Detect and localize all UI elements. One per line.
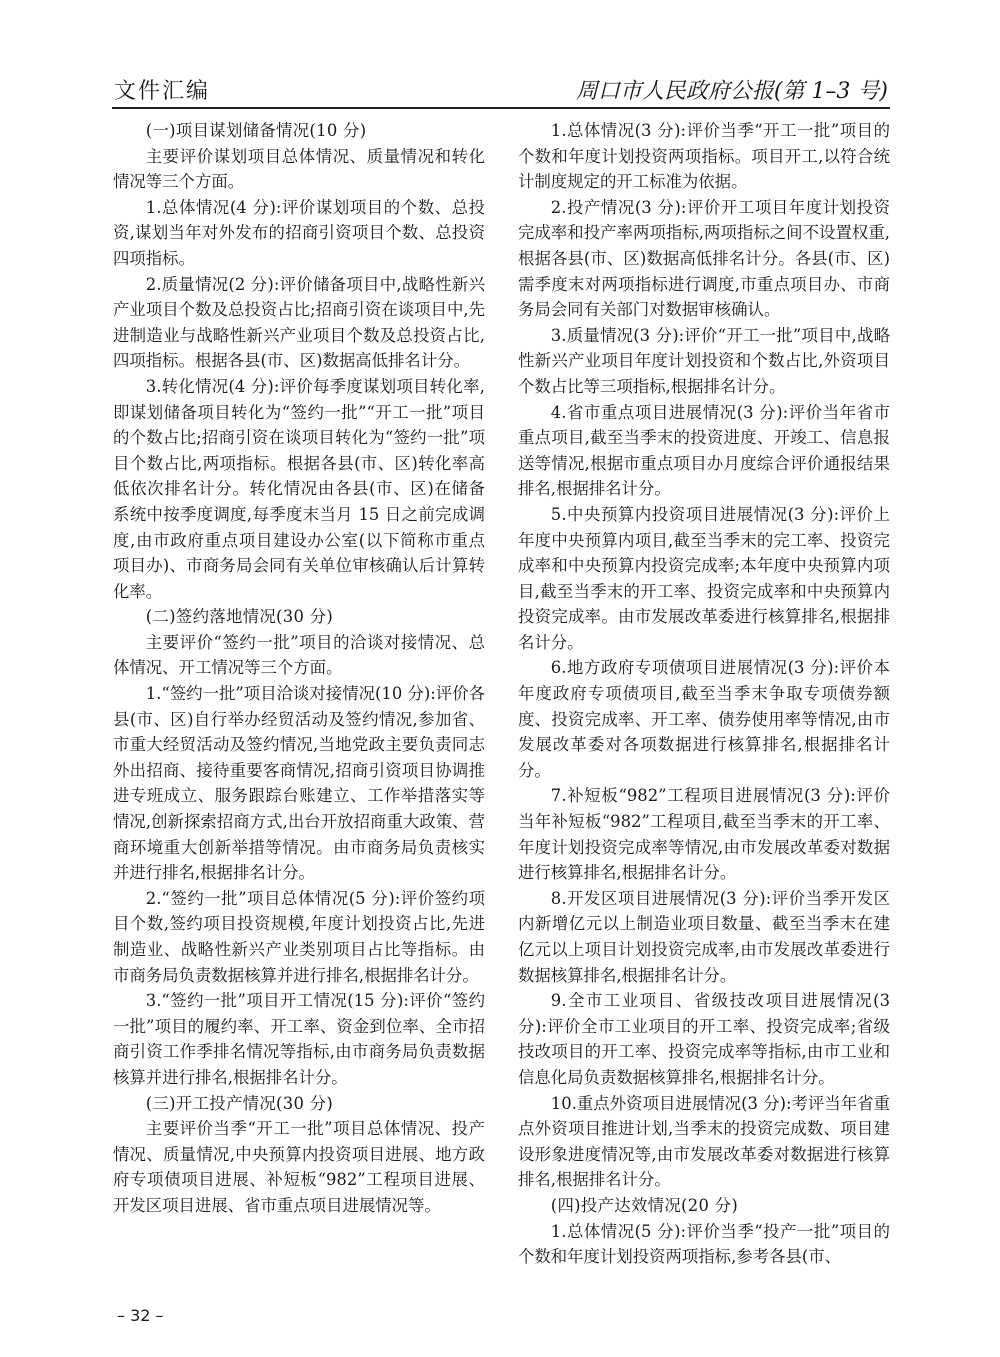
section-heading: (二)签约落地情况(30 分) xyxy=(145,607,334,627)
paragraph: 3.转化情况(4 分):评价每季度谋划项目转化率,即谋划储备项目转化为“签约一批”“开工一批”项目的个数占比;招商引资在谈项目转化为“签约一批”项目个数占比,两项指标。根据各县(市、区)转化率高低依次排名计分。转化情况由各县(市、区)在储备系统中按季度调度,每季度末当月 15 日之前完成调度,由市政府重点项目建设办公室(以下简称市重点项目办)、市商务局会同有关单位审核确认后计算转化率。 xyxy=(113,376,485,601)
left-text-column xyxy=(113,118,485,1219)
paragraph: 主要评价谋划项目总体情况、质量情况和转化情况等三个方面。 xyxy=(113,146,485,192)
paragraph: 主要评价“签约一批”项目的洽谈对接情况、总体情况、开工情况等三个方面。 xyxy=(113,632,485,678)
paragraph: 1.“签约一批”项目洽谈对接情况(10 分):评价各县(市、区)自行举办经贸活动及签约情况,参加省、市重大经贸活动及签约情况,当地党政主要负责同志外出招商、接待重要客商情况,招商引资项目协调推进专班成立、服务跟踪台账建立、工作举措落实等情况,创新探索招商方式,出台开放招商重大政策、营商环境重大创新举措等情况。由市商务局负责核实并进行排名,根据排名计分。 xyxy=(113,684,485,883)
page-number: – 32 – xyxy=(117,1306,164,1325)
section-heading: (三)开工投产情况(30 分) xyxy=(145,1093,334,1113)
paragraph: 1.总体情况(3 分):评价当季“开工一批”项目的个数和年度计划投资两项指标。项目开工,以符合统计制度规定的开工标准为依据。 xyxy=(518,121,890,192)
header-rule xyxy=(112,107,890,109)
paragraph: 3.“签约一批”项目开工情况(15 分):评价“签约一批”项目的履约率、开工率、资金到位率、全市招商引资工作季排名情况等指标,由市商务局负责数据核算并进行排名,根据排名计分。 xyxy=(113,991,485,1087)
section-heading: (一)项目谋划储备情况(10 分) xyxy=(145,121,367,140)
paragraph: 9.全市工业项目、省级技改项目进展情况(3 分):评价全市工业项目的开工率、投资完成率;省级技改项目的开工率、投资完成率等指标,由市工业和信息化局负责数据核算排名,根据排名计分。 xyxy=(518,991,890,1087)
paragraph: 1.总体情况(4 分):评价谋划项目的个数、总投资,谋划当年对外发布的招商引资项目个数、总投资四项指标。 xyxy=(113,197,485,268)
header-section-title: 文件汇编 xyxy=(114,79,211,104)
paragraph: 7.补短板“982”工程项目进展情况(3 分):评价当年补短板“982”工程项目,截至当季末的开工率、年度计划投资完成率等情况,由市发展改革委对数据进行核算排名,根据排名计分。 xyxy=(518,786,890,883)
paragraph: 6.地方政府专项债项目进展情况(3 分):评价本年度政府专项债项目,截至当季末争取专项债券额度、投资完成率、开工率、债券使用率等情况,由市发展改革委对各项数据进行核算排名,根据排名计分。 xyxy=(518,658,890,780)
paragraph: 5.中央预算内投资项目进展情况(3 分):评价上年度中央预算内项目,截至当季末的完工率、投资完成率和中央预算内投资完成率;本年度中央预算内项目,截至当季末的开工率、投资完成率和中央预算内投资完成率。由市发展改革委进行核算排名,根据排名计分。 xyxy=(518,504,890,652)
paragraph: 2.“签约一批”项目总体情况(5 分):评价签约项目个数,签约项目投资规模,年度计划投资占比,先进制造业、战略性新兴产业类别项目占比等指标。由市商务局负责数据核算并进行排名,根据排名计分。 xyxy=(113,888,485,985)
paragraph: 4.省市重点项目进展情况(3 分):评价当年省市重点项目,截至当季末的投资进度、开竣工、信息报送等情况,根据市重点项目办月度综合评价通报结果排名,根据排名计分。 xyxy=(518,402,890,499)
paragraph: 8.开发区项目进展情况(3 分):评价当季开发区内新增亿元以上制造业项目数量、截至当季末在建亿元以上项目计划投资完成率,由市发展改革委进行数据核算排名,根据排名计分。 xyxy=(518,888,890,985)
paragraph: 主要评价当季“开工一批”项目总体情况、投产情况、质量情况,中央预算内投资项目进展、地方政府专项债项目进展、补短板“982”工程项目进展、开发区项目进展、省市重点项目进展情况等。 xyxy=(113,1119,485,1215)
paragraph: 1.总体情况(5 分):评价当季“投产一批”项目的个数和年度计划投资两项指标,参考各县(市、 xyxy=(518,1221,890,1267)
header-publication-title: 周口市人民政府公报(第 1–3 号) xyxy=(575,79,888,104)
paragraph: 3.质量情况(3 分):评价“开工一批”项目中,战略性新兴产业项目年度计划投资和个数占比,外资项目个数占比等三项指标,根据排名计分。 xyxy=(518,325,890,396)
section-heading: (四)投产达效情况(20 分) xyxy=(550,1195,739,1215)
paragraph: 10.重点外资项目进展情况(3 分):考评当年省重点外资项目推进计划,当季末的投资完成数、项目建设形象进度情况等,由市发展改革委对数据进行核算排名,根据排名计分。 xyxy=(518,1093,890,1190)
right-text-column xyxy=(518,118,890,1270)
paragraph: 2.投产情况(3 分):评价开工项目年度计划投资完成率和投产率两项指标,两项指标之间不设置权重,根据各县(市、区)数据高低排名计分。各县(市、区)需季度末对两项指标进行调度,市重点项目办、市商务局会同有关部门对数据审核确认。 xyxy=(518,197,890,320)
paragraph: 2.质量情况(2 分):评价储备项目中,战略性新兴产业项目个数及总投资占比;招商引资在谈项目中,先进制造业与战略性新兴产业项目个数及总投资占比,四项指标。根据各县(市、区)数据高低排名计分。 xyxy=(113,274,485,371)
